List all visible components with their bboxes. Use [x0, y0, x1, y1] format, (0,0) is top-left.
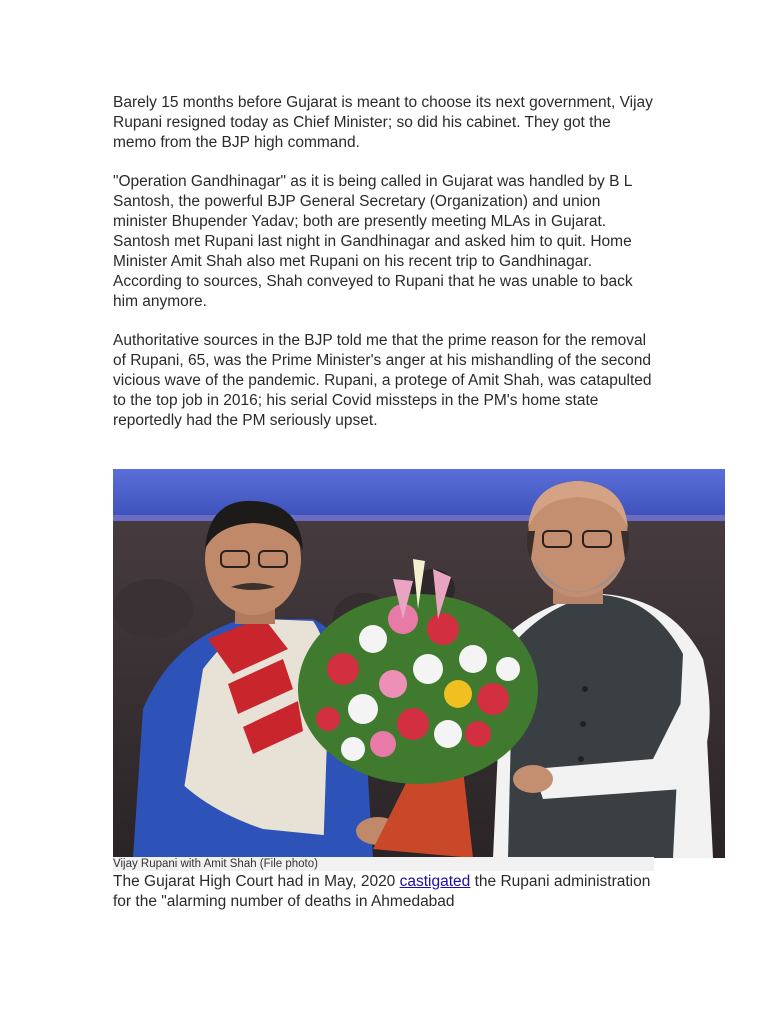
article-paragraph-3: Authoritative sources in the BJP told me that the prime reason for the removal of Rupani, 65, was the Prime Minister's anger at his mishandling of the second vicious wave of the pandemic. Rupani, a protege of Amit Shah, was catapulted to the top job in 2016; his serial Covid missteps in the PM's home state reportedly had the PM seriously upset.	[113, 332, 652, 429]
article-paragraph-4	[113, 872, 658, 912]
article-paragraph-2: "Operation Gandhinagar" as it is being called in Gujarat was handled by B L Santosh, the powerful BJP General Secretary (Organization) and union minister Bhupender Yadav; both are presently meeting MLAs in Gujarat. Santosh met Rupani last night in Gandhinagar and asked him to quit. Home Minister Amit Shah also met Rupani on his recent trip to Gandhinagar. According to sources, Shah conveyed to Rupani that he was unable to back him anymore.	[113, 173, 633, 310]
article-paragraph-1: Barely 15 months before Gujarat is meant to choose its next government, Vijay Rupani resigned today as Chief Minister; so did his cabinet. They got the memo from the BJP high command.	[113, 94, 653, 151]
paragraph-4-text-end: the Rupani administration for the "alarming number of deaths in Ahmedabad	[113, 873, 651, 910]
paragraph-4-text-start: The Gujarat High Court had in May, 2020	[113, 873, 400, 890]
article-photo	[113, 469, 725, 858]
castigated-link[interactable]: castigated	[399, 873, 471, 890]
photo-caption: Vijay Rupani with Amit Shah (File photo)	[113, 858, 318, 870]
